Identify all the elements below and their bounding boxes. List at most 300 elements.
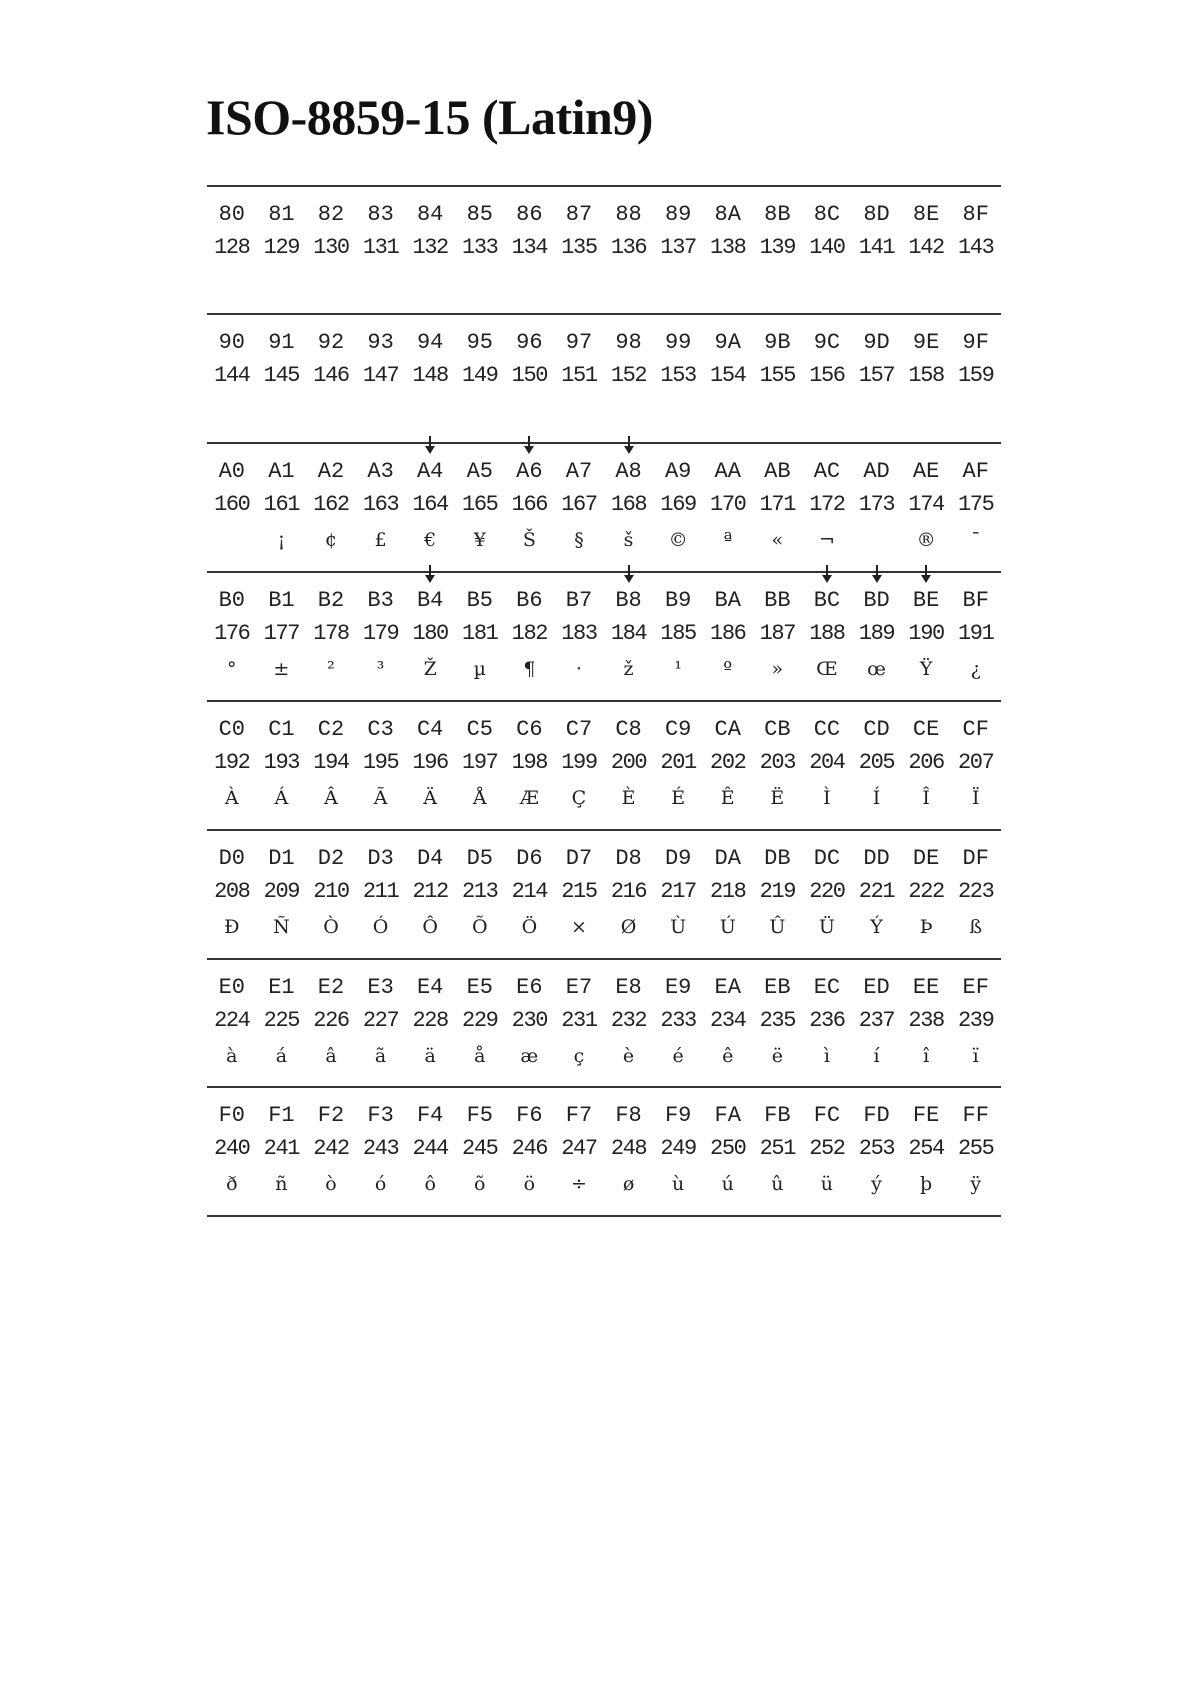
marker-cell xyxy=(356,436,406,456)
hex-code-cell: 91 xyxy=(268,330,295,355)
hex-code-cell: E8 xyxy=(615,975,642,1000)
glyph-cell xyxy=(852,526,902,554)
hex-code-cell: D7 xyxy=(565,846,593,871)
marker-cell xyxy=(802,565,852,585)
decimal-code-cell: 167 xyxy=(561,492,597,517)
decimal-code-cell: 210 xyxy=(313,879,349,904)
glyph-cell: ¬ xyxy=(818,529,835,551)
marker-cell xyxy=(257,436,307,456)
decimal-code-cell: 153 xyxy=(660,363,696,388)
glyph-cell: â xyxy=(325,1045,337,1067)
hex-code-cell: 8F xyxy=(962,202,989,227)
hex-code-cell: 9D xyxy=(863,330,890,355)
marker-cell xyxy=(306,436,356,456)
row-divider xyxy=(207,313,1001,315)
hex-code-cell: AE xyxy=(912,459,940,484)
decimal-code-cell: 177 xyxy=(263,621,300,646)
decimal-code-cell: 150 xyxy=(511,363,548,388)
marker-cell xyxy=(455,436,505,456)
glyph-cell: û xyxy=(771,1173,784,1195)
glyph-line xyxy=(207,655,1001,683)
hex-code-cell: C6 xyxy=(516,717,543,742)
glyph-line xyxy=(207,1170,1001,1198)
marker-cell xyxy=(455,565,505,585)
marker-cell xyxy=(901,565,951,585)
marker-cell xyxy=(802,436,852,456)
glyph-cell: ö xyxy=(523,1173,536,1195)
hex-code-line xyxy=(207,329,1001,357)
hex-code-cell: AD xyxy=(863,459,890,484)
hex-code-cell: C5 xyxy=(466,717,493,742)
hex-code-cell: 8E xyxy=(912,202,940,227)
decimal-code-cell: 245 xyxy=(462,1136,498,1161)
hex-code-cell: EE xyxy=(912,975,940,1000)
hex-code-line xyxy=(207,716,1001,744)
hex-code-cell: E2 xyxy=(317,975,345,1000)
hex-code-cell: DA xyxy=(714,846,741,871)
glyph-cell: ý xyxy=(871,1173,882,1195)
marker-cell xyxy=(554,436,604,456)
hex-code-cell: E3 xyxy=(367,975,394,1000)
hex-code-cell: BF xyxy=(962,588,989,613)
hex-code-cell: 99 xyxy=(664,330,692,355)
glyph-line xyxy=(207,1042,1001,1070)
glyph-cell: Š xyxy=(522,529,536,551)
glyph-cell: ú xyxy=(721,1173,734,1195)
decimal-code-cell: 143 xyxy=(957,235,994,260)
hex-code-cell: 9A xyxy=(714,330,741,355)
hex-code-cell: E7 xyxy=(565,975,593,1000)
decimal-code-cell: 158 xyxy=(908,363,944,388)
marker-cell xyxy=(951,565,1001,585)
decimal-code-cell: 139 xyxy=(759,235,796,260)
glyph-cell xyxy=(207,526,257,554)
hex-code-line xyxy=(207,458,1001,486)
decimal-code-cell: 224 xyxy=(214,1008,250,1033)
glyph-cell: ß xyxy=(969,916,983,938)
glyph-cell: ¥ xyxy=(473,529,486,551)
decimal-code-cell: 220 xyxy=(809,879,845,904)
decimal-code-cell: 240 xyxy=(214,1136,250,1161)
decimal-code-cell: 185 xyxy=(660,621,696,646)
glyph-cell: Ò xyxy=(323,916,339,938)
decimal-code-cell: 237 xyxy=(858,1008,895,1033)
hex-code-cell: C8 xyxy=(615,717,642,742)
hex-code-cell: 92 xyxy=(317,330,345,355)
marker-cell xyxy=(257,565,307,585)
decimal-code-cell: 145 xyxy=(263,363,300,388)
hex-code-cell: C0 xyxy=(218,717,245,742)
glyph-cell: Å xyxy=(472,787,487,809)
hex-code-cell: EA xyxy=(714,975,741,1000)
hex-code-cell: A2 xyxy=(317,459,345,484)
hex-code-cell: D4 xyxy=(416,846,444,871)
glyph-cell: î xyxy=(923,1045,930,1067)
glyph-cell: ó xyxy=(374,1173,387,1195)
decimal-code-cell: 229 xyxy=(462,1008,498,1033)
decimal-code-cell: 184 xyxy=(610,621,647,646)
glyph-cell: ã xyxy=(374,1045,387,1067)
glyph-cell: á xyxy=(275,1045,288,1067)
decimal-code-cell: 207 xyxy=(957,750,994,775)
decimal-code-cell: 218 xyxy=(710,879,746,904)
hex-code-cell: D0 xyxy=(218,846,245,871)
glyph-cell: þ xyxy=(920,1173,933,1195)
hex-code-cell: CD xyxy=(863,717,890,742)
decimal-code-cell: 236 xyxy=(809,1008,845,1033)
decimal-code-cell: 135 xyxy=(561,235,597,260)
hex-code-cell: EB xyxy=(764,975,791,1000)
decimal-code-cell: 246 xyxy=(511,1136,548,1161)
down-arrow-icon xyxy=(425,565,435,583)
hex-code-line xyxy=(207,845,1001,873)
hex-code-cell: 84 xyxy=(416,202,444,227)
hex-code-cell: 9F xyxy=(962,330,989,355)
hex-code-cell: FE xyxy=(912,1103,940,1128)
decimal-code-cell: 200 xyxy=(610,750,647,775)
hex-code-cell: 94 xyxy=(416,330,444,355)
decimal-code-cell: 159 xyxy=(957,363,994,388)
glyph-cell: Ú xyxy=(719,916,736,938)
decimal-code-cell: 161 xyxy=(263,492,300,517)
hex-code-cell: BC xyxy=(813,588,841,613)
marker-cell xyxy=(653,436,703,456)
glyph-cell: ä xyxy=(424,1045,436,1067)
decimal-code-cell: 231 xyxy=(561,1008,597,1033)
decimal-code-cell: 248 xyxy=(610,1136,647,1161)
marker-cell xyxy=(852,565,902,585)
hex-code-cell: A7 xyxy=(565,459,593,484)
decimal-code-cell: 233 xyxy=(660,1008,696,1033)
hex-code-cell: 80 xyxy=(218,202,245,227)
hex-code-cell: F9 xyxy=(664,1103,692,1128)
decimal-code-cell: 136 xyxy=(610,235,647,260)
decimal-code-cell: 242 xyxy=(313,1136,349,1161)
marker-cell xyxy=(207,436,257,456)
glyph-cell: Ñ xyxy=(273,916,290,938)
decimal-code-cell: 148 xyxy=(412,363,448,388)
glyph-cell: ± xyxy=(273,658,290,680)
down-arrow-icon xyxy=(872,565,882,583)
decimal-code-cell: 130 xyxy=(313,235,349,260)
glyph-cell: ÷ xyxy=(570,1173,587,1195)
decimal-code-cell: 215 xyxy=(561,879,597,904)
hex-code-line xyxy=(207,974,1001,1002)
hex-code-cell: 9E xyxy=(912,330,940,355)
hex-code-cell: BB xyxy=(764,588,791,613)
glyph-cell: ª xyxy=(723,529,733,551)
glyph-cell: ë xyxy=(771,1045,783,1067)
decimal-code-cell: 192 xyxy=(214,750,250,775)
hex-code-cell: FD xyxy=(863,1103,890,1128)
decimal-code-cell: 162 xyxy=(313,492,349,517)
decimal-code-cell: 204 xyxy=(809,750,845,775)
hex-code-cell: B9 xyxy=(664,588,692,613)
decimal-code-cell: 174 xyxy=(908,492,944,517)
decimal-code-cell: 244 xyxy=(412,1136,448,1161)
down-arrow-icon xyxy=(624,565,634,583)
glyph-cell: Á xyxy=(274,787,289,809)
hex-code-cell: EC xyxy=(813,975,841,1000)
hex-code-cell: A3 xyxy=(367,459,394,484)
hex-code-cell: A6 xyxy=(516,459,543,484)
hex-code-cell: 97 xyxy=(565,330,593,355)
glyph-cell: Ì xyxy=(823,787,831,809)
decimal-code-cell: 221 xyxy=(858,879,895,904)
hex-code-line xyxy=(207,587,1001,615)
hex-code-cell: 88 xyxy=(615,202,642,227)
glyph-cell: Ä xyxy=(423,787,438,809)
hex-code-cell: A4 xyxy=(416,459,444,484)
hex-code-cell: D3 xyxy=(367,846,394,871)
decimal-code-cell: 208 xyxy=(214,879,250,904)
glyph-cell: § xyxy=(574,529,584,551)
hex-code-cell: 89 xyxy=(664,202,692,227)
decimal-code-cell: 211 xyxy=(362,879,399,904)
glyph-cell: ¯ xyxy=(970,529,981,551)
glyph-cell: õ xyxy=(474,1173,486,1195)
row-divider xyxy=(207,958,1001,960)
row-divider xyxy=(207,1215,1001,1217)
hex-code-cell: E5 xyxy=(466,975,493,1000)
hex-code-cell: CE xyxy=(912,717,940,742)
decimal-code-cell: 191 xyxy=(957,621,994,646)
decimal-code-cell: 149 xyxy=(462,363,498,388)
decimal-code-cell: 163 xyxy=(362,492,399,517)
glyph-cell: ü xyxy=(820,1173,834,1195)
marker-cell xyxy=(852,436,902,456)
glyph-cell: ð xyxy=(226,1173,238,1195)
decimal-code-cell: 247 xyxy=(561,1136,597,1161)
marker-cell xyxy=(554,565,604,585)
hex-code-cell: 8C xyxy=(813,202,841,227)
glyph-cell: Ï xyxy=(971,787,980,809)
hex-code-cell: FB xyxy=(764,1103,791,1128)
change-markers xyxy=(207,565,1001,585)
hex-code-cell: ED xyxy=(863,975,890,1000)
row-divider xyxy=(207,185,1001,187)
decimal-code-cell: 164 xyxy=(412,492,448,517)
hex-code-cell: D1 xyxy=(268,846,295,871)
hex-code-cell: 81 xyxy=(268,202,295,227)
decimal-code-cell: 175 xyxy=(957,492,994,517)
decimal-code-cell: 172 xyxy=(809,492,845,517)
page-title: ISO-8859-15 (Latin9) xyxy=(206,89,653,145)
decimal-code-cell: 197 xyxy=(462,750,498,775)
hex-code-cell: FF xyxy=(962,1103,989,1128)
hex-code-cell: AB xyxy=(764,459,791,484)
hex-code-cell: D6 xyxy=(516,846,543,871)
hex-code-cell: E6 xyxy=(516,975,543,1000)
glyph-cell: è xyxy=(622,1045,635,1067)
decimal-code-cell: 239 xyxy=(957,1008,994,1033)
decimal-code-cell: 234 xyxy=(710,1008,746,1033)
hex-code-cell: E4 xyxy=(416,975,444,1000)
decimal-code-cell: 190 xyxy=(908,621,944,646)
decimal-code-cell: 160 xyxy=(214,492,250,517)
marker-cell xyxy=(703,565,753,585)
decimal-code-cell: 226 xyxy=(313,1008,349,1033)
decimal-code-cell: 140 xyxy=(809,235,845,260)
decimal-code-cell: 213 xyxy=(462,879,498,904)
hex-code-line xyxy=(207,1102,1001,1130)
marker-cell xyxy=(207,565,257,585)
hex-code-cell: CC xyxy=(813,717,841,742)
decimal-code-cell: 169 xyxy=(660,492,696,517)
glyph-cell: ÿ xyxy=(970,1173,982,1195)
decimal-code-cell: 189 xyxy=(858,621,895,646)
glyph-cell: Æ xyxy=(519,787,539,809)
hex-code-line xyxy=(207,201,1001,229)
glyph-cell: Þ xyxy=(919,916,933,938)
decimal-code-line xyxy=(207,620,1001,648)
glyph-cell: Ÿ xyxy=(919,658,933,680)
glyph-line xyxy=(207,913,1001,941)
hex-code-cell: DD xyxy=(863,846,890,871)
decimal-code-cell: 141 xyxy=(858,235,895,260)
decimal-code-cell: 181 xyxy=(462,621,498,646)
hex-code-cell: DB xyxy=(764,846,791,871)
marker-cell xyxy=(505,565,555,585)
decimal-code-cell: 202 xyxy=(710,750,746,775)
hex-code-cell: C2 xyxy=(317,717,345,742)
glyph-cell: ñ xyxy=(275,1173,288,1195)
hex-code-cell: B6 xyxy=(516,588,543,613)
decimal-code-cell: 131 xyxy=(362,235,399,260)
glyph-cell: í xyxy=(873,1045,880,1067)
glyph-cell: Œ xyxy=(816,658,838,680)
hex-code-cell: B7 xyxy=(565,588,593,613)
glyph-cell: É xyxy=(671,787,686,809)
marker-cell xyxy=(703,436,753,456)
decimal-code-line xyxy=(207,1007,1001,1035)
glyph-cell: » xyxy=(771,658,784,680)
hex-code-cell: 86 xyxy=(516,202,543,227)
hex-code-cell: DE xyxy=(912,846,940,871)
hex-code-cell: BE xyxy=(912,588,940,613)
glyph-cell: Â xyxy=(324,787,338,809)
decimal-code-cell: 180 xyxy=(412,621,448,646)
decimal-code-cell: 222 xyxy=(908,879,944,904)
glyph-cell: £ xyxy=(374,529,387,551)
glyph-cell: ® xyxy=(916,529,936,551)
decimal-code-cell: 250 xyxy=(710,1136,746,1161)
marker-cell xyxy=(306,565,356,585)
hex-code-cell: E1 xyxy=(268,975,295,1000)
hex-code-cell: D9 xyxy=(664,846,692,871)
decimal-code-cell: 178 xyxy=(313,621,349,646)
hex-code-cell: AA xyxy=(714,459,741,484)
decimal-code-cell: 187 xyxy=(759,621,796,646)
decimal-code-cell: 133 xyxy=(462,235,498,260)
glyph-cell: Ê xyxy=(720,787,735,809)
glyph-cell: å xyxy=(474,1045,486,1067)
hex-code-cell: F5 xyxy=(466,1103,493,1128)
decimal-code-cell: 188 xyxy=(809,621,845,646)
decimal-code-line xyxy=(207,234,1001,262)
glyph-cell: š xyxy=(623,529,634,551)
glyph-cell: Ë xyxy=(770,787,785,809)
hex-code-cell: 90 xyxy=(218,330,245,355)
hex-code-cell: 9B xyxy=(764,330,791,355)
glyph-cell: ô xyxy=(424,1173,436,1195)
decimal-code-cell: 195 xyxy=(362,750,399,775)
hex-code-cell: A9 xyxy=(664,459,692,484)
decimal-code-cell: 128 xyxy=(214,235,250,260)
hex-code-cell: F1 xyxy=(268,1103,295,1128)
hex-code-cell: A0 xyxy=(218,459,245,484)
decimal-code-cell: 216 xyxy=(610,879,647,904)
decimal-code-cell: 255 xyxy=(957,1136,994,1161)
decimal-code-cell: 157 xyxy=(858,363,895,388)
row-divider xyxy=(207,1086,1001,1088)
decimal-code-cell: 147 xyxy=(362,363,399,388)
decimal-code-cell: 232 xyxy=(610,1008,647,1033)
marker-cell xyxy=(753,565,803,585)
row-divider xyxy=(207,700,1001,702)
hex-code-cell: A5 xyxy=(466,459,493,484)
decimal-code-cell: 249 xyxy=(660,1136,696,1161)
hex-code-cell: BD xyxy=(863,588,890,613)
hex-code-cell: 8D xyxy=(863,202,890,227)
glyph-cell: ï xyxy=(972,1045,979,1067)
down-arrow-icon xyxy=(425,436,435,454)
hex-code-cell: 82 xyxy=(317,202,345,227)
glyph-cell: © xyxy=(668,529,688,551)
decimal-code-cell: 227 xyxy=(362,1008,399,1033)
glyph-cell: ì xyxy=(823,1045,830,1067)
decimal-code-cell: 170 xyxy=(710,492,746,517)
glyph-cell: ž xyxy=(623,658,634,680)
hex-code-cell: CF xyxy=(962,717,989,742)
hex-code-cell: E0 xyxy=(218,975,245,1000)
decimal-code-cell: 129 xyxy=(263,235,300,260)
down-arrow-icon xyxy=(921,565,931,583)
decimal-code-cell: 212 xyxy=(412,879,448,904)
hex-code-cell: C1 xyxy=(268,717,295,742)
glyph-cell: ¡ xyxy=(277,529,286,551)
glyph-cell: ø xyxy=(622,1173,635,1195)
hex-code-cell: C9 xyxy=(664,717,692,742)
glyph-cell: ¢ xyxy=(324,529,338,551)
glyph-cell: Ð xyxy=(224,916,240,938)
hex-code-cell: C4 xyxy=(416,717,444,742)
marker-cell xyxy=(951,436,1001,456)
glyph-cell: Õ xyxy=(471,916,488,938)
hex-code-cell: DC xyxy=(813,846,841,871)
glyph-cell: ¿ xyxy=(970,658,981,680)
glyph-cell: Ô xyxy=(422,916,438,938)
decimal-code-cell: 165 xyxy=(462,492,498,517)
glyph-cell: ¹ xyxy=(674,658,682,680)
hex-code-cell: 98 xyxy=(615,330,642,355)
marker-cell xyxy=(405,436,455,456)
hex-code-cell: BA xyxy=(714,588,741,613)
decimal-code-line xyxy=(207,878,1001,906)
decimal-code-cell: 193 xyxy=(263,750,300,775)
decimal-code-cell: 228 xyxy=(412,1008,448,1033)
decimal-code-cell: 146 xyxy=(313,363,349,388)
decimal-code-cell: 179 xyxy=(362,621,399,646)
decimal-code-line xyxy=(207,362,1001,390)
decimal-code-line xyxy=(207,749,1001,777)
hex-code-cell: F0 xyxy=(218,1103,245,1128)
marker-cell xyxy=(405,565,455,585)
change-markers xyxy=(207,436,1001,456)
decimal-code-cell: 194 xyxy=(313,750,349,775)
hex-code-cell: A8 xyxy=(615,459,642,484)
marker-cell xyxy=(505,436,555,456)
